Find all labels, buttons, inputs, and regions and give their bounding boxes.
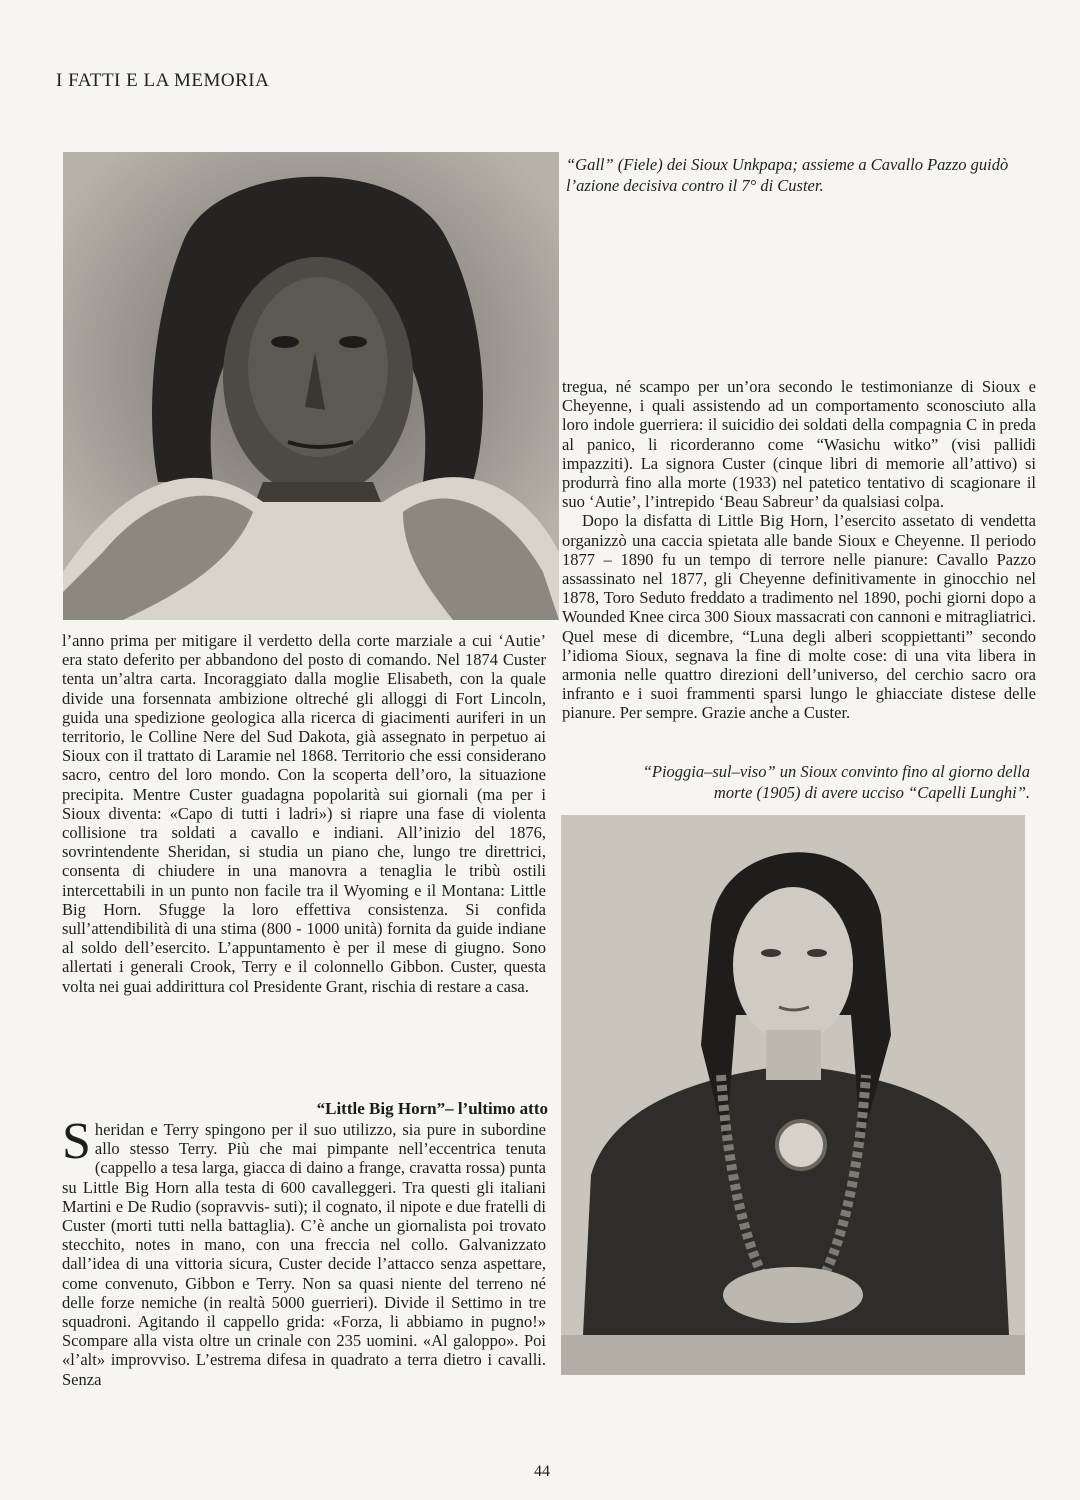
- body-column-left: [62, 631, 546, 996]
- paragraph: l’anno prima per mitigare il verdetto della corte marziale a cui ‘Autie’ era stato deferito per abbandono del posto di comando. Nel 1874 Custer tenta un’altra carta. Incoraggiato dalla moglie Elisabeth, con la quale divide una forsennata ambizione oltreché gli alloggi di Fort Lincoln, guida una spedizione geologica alla ricerca di giacimenti auriferi in un territorio, le Colline Nere del Sud Dakota, già assegnato in perpetuo ai Sioux con il trattato di Laramie nel 1868. Territorio che essi considerano sacro, centro del loro mondo. Con la scoperta dell’oro, la situazione precipita. Mentre Custer guadagna popolarità sui giornali (ma per i Sioux diventa: «Capo di tutti i ladri») si riapre una fase di violenta collisione tra soldati a cavallo e indiani. All’inizio del 1876, sovrintendente Sheridan, si studia un piano che, lungo tre direttrici, consenta di chiudere in una manovra a tenaglia le tribù ostili intercettabili in un punto non facile tra il Wyoming e il Montana: Little Big Horn. Sfugge la loro effettiva consistenza. Si confida sull’attendibilità di una stima (800 - 1000 unità) fornita da guide indiane al soldo dell’esercito. L’appuntamento è per il mese di giugno. Sono allertati i generali Crook, Terry e il colonnello Gibbon. Custer, questa volta nei guai addirittura col Presidente Grant, rischia di restare a casa.: [62, 631, 546, 996]
- running-head: I FATTI E LA MEMORIA: [56, 70, 270, 91]
- photo-rain-in-the-face-portrait: [561, 815, 1025, 1375]
- paragraph: heridan e Terry spingono per il suo utilizzo, sia pure in subordine allo stesso Terry. Più che mai pimpante nell’eccentrica tenuta (cappello a tesa larga, giacca di daino a frange, cravatta rossa) punta su Little Big Horn alla testa di 600 cavalleggeri. Tra questi gli italiani Martini e De Rudio (sopravvis- suti); il cognato, il nipote e due fratelli di Custer (morti tutti nella battaglia). C’è anche un giornalista poi trovato stecchito, notes in mano, con una freccia nel collo. Galvanizzato dall’idea di una vittoria sicura, Custer decide l’attacco senza aspettare, come convenuto, Gibbon e Terry. Non sa quasi niente del terreno né delle forze nemiche (in realtà 5000 guerrieri). Divide il Settimo in tre squadroni. Agitando il cappello grida: «Forza, li abbiamo in pugno!» Scompare alla vista oltre un crinale con 235 uomini. «Al galoppo». Poi «l’alt» improvviso. L’estrema difesa in quadrato a terra dietro i cavalli. Senza: [62, 1120, 546, 1389]
- paragraph: Dopo la disfatta di Little Big Horn, l’esercito assetato di vendetta organizzò una caccia spietata alle bande Sioux e Cheyenne. Il periodo 1877 – 1890 fu un tempo di terrore nelle pianure: Cavallo Pazzo assassinato nel 1877, gli Cheyenne definitivamente in ginocchio nel 1878, Toro Seduto freddato a tradimento nel 1890, pochi giorni dopo a Wounded Knee circa 300 Sioux massacrati con cannoni e mitragliatrici. Quel mese di dicembre, “Luna degli alberi scoppiettanti” secondo l’idioma Sioux, segnava la fine di molte cose: di una vita libera in armonia nelle quattro direzioni dell’universo, del cerchio sacro ora infranto e i suoi frammenti sparsi lungo le ghiacciate distese delle pianure. Per sempre. Grazie anche a Custer.: [562, 511, 1036, 723]
- body-column-right: [562, 377, 1036, 723]
- page-number: 44: [534, 1463, 550, 1480]
- paragraph: tregua, né scampo per un’ora secondo le testimonianze di Sioux e Cheyenne, i quali assistendo ad un comportamento sconosciuto alla loro indole guerriera: il suicidio dei soldati della compagnia C in preda al panico, li ricorderanno come “Wasichu witko” (visi pallidi impazziti). La signora Custer (cinque libri di memorie all’attivo) si produrrà fino alla morte (1933) nel patetico tentativo di scagionare il suo ‘Autie’, l’intrepido ‘Beau Sabreur’ da qualsiasi colpa.: [562, 377, 1036, 512]
- photo-caption-rain-in-the-face: “Pioggia–sul–viso” un Sioux convinto fino al giorno della morte (1905) di avere ucciso “Capelli Lunghi”.: [642, 762, 1030, 802]
- photo-gall-portrait: [63, 152, 559, 620]
- body-column-left-continued: [62, 1113, 546, 1389]
- photo-caption-gall: “Gall” (Fiele) dei Sioux Unkpapa; assieme a Cavallo Pazzo guidò l’azione decisiva contro il 7° di Custer.: [566, 155, 1009, 195]
- section-heading: “Little Big Horn”– l’ultimo atto: [316, 1099, 548, 1118]
- drop-cap: S: [62, 1113, 91, 1170]
